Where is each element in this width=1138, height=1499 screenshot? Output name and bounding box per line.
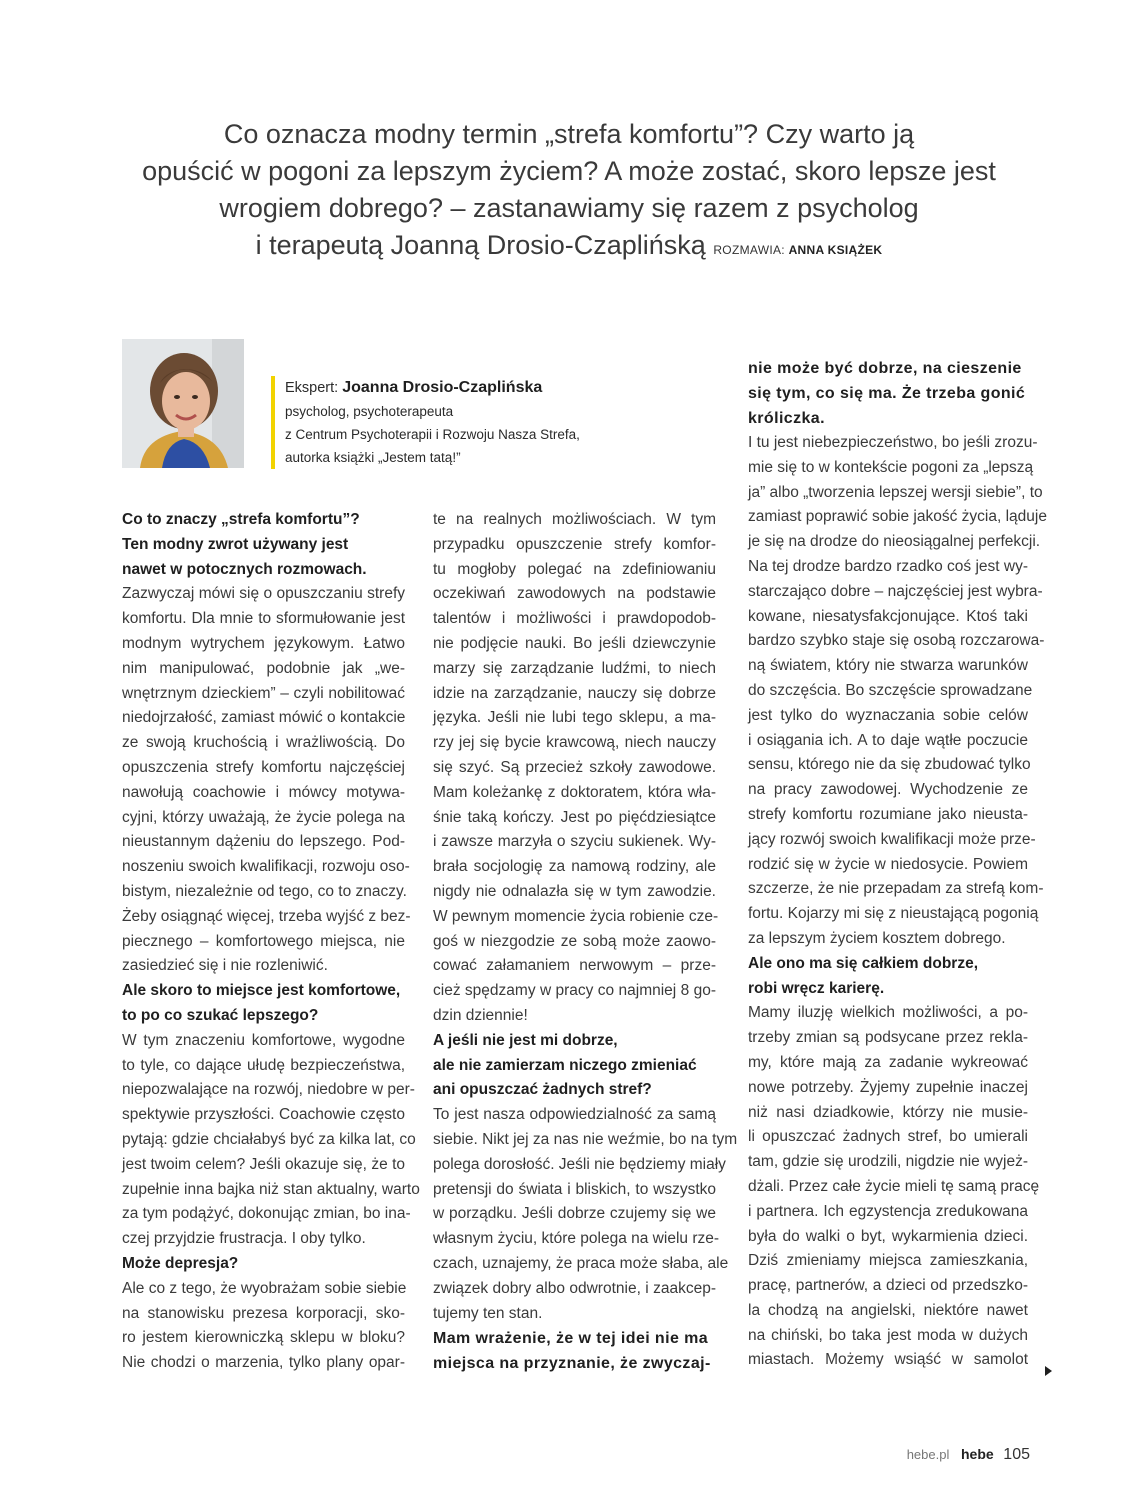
answer-line: do szczęścia. Bo szczęście sprowadzane <box>748 681 1033 699</box>
answer-line: Na tej drodze bardzo rzadko coś jest wy- <box>748 557 1028 575</box>
expert-label: Ekspert: <box>285 380 339 396</box>
question-line: ani opuszczać żadnych stref? <box>433 1081 652 1099</box>
answer-line: w porządku. Jeśli dobrze czujemy się we <box>433 1205 716 1223</box>
answer-line: pracę, partnerów, a dzieci od przedszko- <box>748 1277 1028 1295</box>
answer-line: i zawsze marzyła o szyciu sukienek. Wy- <box>433 833 716 851</box>
answer-line: niepozwalające na rozwój, niedobre w per- <box>122 1081 415 1099</box>
answer-line: niż nasi dziadkowie, którzy nie musie- <box>748 1103 1028 1121</box>
answer-line: To jest nasza odpowiedzialność za samą <box>433 1106 716 1124</box>
answer-line: to tyle, co dające ułudę bezpieczeństwa, <box>122 1056 405 1074</box>
answer-line: szczerze, że nie przepadam za strefą kom- <box>748 880 1044 898</box>
expert-portrait-image <box>122 339 244 468</box>
answer-line: Mamy iluzję wielkich możliwości, a po- <box>748 1004 1028 1022</box>
answer-line: strefy komfortu rozumiane jako nieusta- <box>748 805 1028 823</box>
lead-line: i terapeutą Joanną Drosio-Czaplińską <box>255 230 706 260</box>
answer-line: Nie chodzi o marzenia, tylko plany opar- <box>122 1354 405 1372</box>
answer-line: własnym życiu, które polega na wielu rze- <box>433 1230 720 1248</box>
answer-line: li opuszczać żadnych stref, bo umierali <box>748 1128 1028 1146</box>
answer-line: cież spędzamy w pracy co najmniej 8 go- <box>433 982 716 1000</box>
answer-line: komfortu. Dla mnie to sformułowanie jest <box>122 610 405 628</box>
question-line: Ten modny zwrot używany jest <box>122 535 349 553</box>
footer-site: hebe.pl <box>906 1447 950 1462</box>
answer-line: bardzo szybko staje się osobą rozczarowa- <box>748 632 1045 650</box>
answer-line: trzeby zmian są podsycane przez rekla- <box>748 1029 1028 1047</box>
answer-line: za lepszym życiem kosztem dobrego. <box>748 929 1006 947</box>
answer-line: cować załamaniem nerwowym – prze- <box>433 957 716 975</box>
answer-line: kowane, niesatysfakcjonujące. Ktoś taki <box>748 607 1028 625</box>
answer-line: dżali. Przez całe życie mieli tę samą pracę <box>748 1177 1040 1195</box>
answer-line: na pracy zawodowej. Wychodzenie ze <box>748 781 1028 799</box>
answer-line: noszeniu swoich kwalifikacji, rozwoju oso- <box>122 858 410 876</box>
answer-line: rodzić się w życie w niedosycie. Powiem <box>748 855 1028 873</box>
answer-line: te na realnych możliwościach. W tym <box>433 511 716 528</box>
answer-line: W tym znaczeniu komfortowe, wygodne <box>122 1031 405 1049</box>
answer-line: zamiast poprawić sobie jakość życia, ląduje <box>748 508 1047 526</box>
answer-line: była do walki o byt, wykarmienia dzieci. <box>748 1227 1028 1245</box>
expert-role: psycholog, psychoterapeuta <box>285 404 454 419</box>
question-line: króliczka. <box>748 410 825 427</box>
answer-line: Mam koleżankę z doktoratem, która wła- <box>433 783 716 801</box>
question-line: robi wręcz karierę. <box>748 979 885 997</box>
answer-line: nawołują coachowie i mówcy motywa- <box>122 783 405 801</box>
answer-line: na chiński, bo taka jest moda w dużych <box>748 1326 1028 1344</box>
question-line: Mam wrażenie, że w tej idei nie ma <box>433 1330 709 1348</box>
answer-line: języka. Jeśli nie lubi tego sklepu, a ma- <box>433 709 716 727</box>
answer-line: bistym, niezależnie od tego, co to znaczy. <box>122 882 407 900</box>
answer-line: piecznego – komfortowego miejsca, nie <box>122 932 405 950</box>
answer-line: siebie. Nikt jej za nas nie weźmie, bo na tym <box>433 1130 738 1148</box>
page-number: 105 <box>1003 1446 1030 1463</box>
article-lead <box>110 116 1028 269</box>
answer-line: rzy jej się bycie krawcową, niech nauczy <box>433 734 716 752</box>
answer-line: Zazwyczaj mówi się o opuszczaniu strefy <box>122 585 405 603</box>
article-column-3 <box>748 356 1047 1373</box>
answer-line: talentów i możliwości i prawdopodob- <box>433 610 716 628</box>
answer-line: jest twoim celem? Jeśli okazuje się, że to <box>122 1155 405 1173</box>
article-column-1 <box>122 508 420 1376</box>
answer-line: opuszczenia strefy komfortu najczęściej <box>122 758 405 776</box>
question-line: A jeśli nie jest mi dobrze, <box>433 1031 618 1049</box>
answer-line: zupełnie inna bajka niż stan aktualny, warto <box>122 1180 420 1198</box>
answer-line: zasiedzieć się i nie rozleniwić. <box>122 957 328 975</box>
answer-line: ja” albo „tworzenia lepszej wersji siebie”, to <box>748 483 1043 501</box>
page-footer <box>907 1446 1030 1464</box>
answer-line: I tu jest niebezpieczeństwo, bo jeśli zrozu- <box>748 434 1038 451</box>
question-line: Co to znaczy „strefa komfortu”? <box>122 511 360 528</box>
answer-line: nim manipulować, podobnie jak „we- <box>122 659 405 677</box>
answer-line: związek dobry albo odwrotnie, i zaakcep- <box>433 1279 716 1297</box>
expert-heading <box>285 376 580 400</box>
lead-line: wrogiem dobrego? – zastanawiamy się razem z psycholog <box>219 193 919 223</box>
answer-line: niedojrzałość, zamiast mówić o kontakcie <box>122 709 406 727</box>
answer-line: mie się to w kontekście pogoni za „lepszą <box>748 458 1034 476</box>
answer-line: przypadku opuszczenie strefy komfor- <box>433 535 716 553</box>
answer-line: za tym podążyć, dokonując zmian, bo ina- <box>122 1205 411 1223</box>
answer-line: tam, gdzie się urodzili, nigdzie nie wyjeż- <box>748 1153 1028 1171</box>
answer-line: pretensji do świata i bliskich, to wszystko <box>433 1180 716 1198</box>
answer-line: ro jestem kierowniczką sklepu w bloku? <box>122 1329 405 1347</box>
article-column-2 <box>433 508 738 1376</box>
answer-line: Dziś zmieniamy miejsca zamieszkania, <box>748 1252 1028 1270</box>
question-line: nawet w potocznych rozmowach. <box>122 560 367 578</box>
answer-line: polega dorosłość. Jeśli nie będziemy miały <box>433 1155 726 1173</box>
question-line: miejsca na przyznanie, że zwyczaj- <box>433 1355 711 1373</box>
question-line: Ale skoro to miejsce jest komfortowe, <box>122 982 401 1000</box>
answer-line: idzie na zarządzanie, nauczy się dobrze <box>433 684 716 702</box>
answer-line: miastach. Możemy wsiąść w samolot <box>748 1351 1028 1369</box>
answer-line: pytają: gdzie chciałabyś być za kilka lat, co <box>122 1130 416 1148</box>
answer-line: wnętrznym dzieckiem” – czyli nobilitować <box>122 684 405 702</box>
answer-line: nigdy nie odnalazła się w tym zawodzie. <box>433 882 716 900</box>
byline <box>713 243 882 257</box>
question-line: się tym, co się ma. Że trzeba gonić <box>748 385 1026 402</box>
answer-line: modnym wytrychem językowym. Łatwo <box>122 634 405 652</box>
question-line: ale nie zamierzam niczego zmieniać <box>433 1056 697 1074</box>
answer-line: i partnera. Ich egzystencja zredukowana <box>748 1202 1028 1220</box>
answer-line: fortu. Kojarzy mi się z nieustającą pogonią <box>748 905 1039 923</box>
expert-photo <box>122 339 244 468</box>
answer-line: marzy się zarządzanie ludźmi, to niech <box>433 659 716 677</box>
lead-line-with-byline <box>110 227 1028 269</box>
answer-line: starczająco dobre – najczęściej jest wybra- <box>748 582 1043 600</box>
answer-line: na stanowisku prezesa korporacji, sko- <box>122 1304 405 1322</box>
answer-line: brała socjologię za namową rodziny, ale <box>433 858 716 876</box>
answer-line: Ale co z tego, że wyobrażam sobie siebie <box>122 1279 407 1297</box>
answer-line: my, które mają za zadanie wykreować <box>748 1053 1028 1071</box>
answer-line: tu mogłoby polegać na zdefiniowaniu <box>433 560 716 578</box>
triangle-right-icon <box>1044 1364 1054 1378</box>
answer-line: je się na drodze do nieosiągalnej perfekcji. <box>748 533 1041 551</box>
answer-line: oczekiwań zawodowych na podstawie <box>433 585 716 603</box>
answer-line: nie podjęcie nauki. Bo jeśli dziewczynie <box>433 634 716 652</box>
expert-book: autorka książki „Jestem tatą!” <box>285 450 461 465</box>
answer-line: Żeby osiągnąć więcej, trzeba wyjść z bez- <box>122 907 411 925</box>
lead-line: opuścić w pogoni za lepszym życiem? A może zostać, skoro lepsze jest <box>142 156 996 186</box>
question-line: Ale ono ma się całkiem dobrze, <box>748 954 978 972</box>
answer-line: spektywie przyszłości. Coachowie często <box>122 1106 405 1124</box>
answer-line: jest tylko do wyznaczania sobie celów <box>748 706 1028 724</box>
answer-line: się szyć. Są przecież szkoły zawodowe. <box>433 758 716 776</box>
answer-line: tujemy ten stan. <box>433 1304 543 1322</box>
answer-line: śnie taką kończy. Jest po pięćdziesiątce <box>433 808 716 826</box>
question-line: to po co szukać lepszego? <box>122 1006 319 1024</box>
answer-line: dzin dziennie! <box>433 1006 528 1024</box>
question-line: Może depresja? <box>122 1254 239 1272</box>
answer-line: ną światem, który nie stwarza warunków <box>748 657 1028 675</box>
expert-affiliation: z Centrum Psychoterapii i Rozwoju Nasza Strefa, <box>285 427 580 442</box>
answer-line: nowe potrzeby. Żyjemy zupełnie inaczej <box>748 1078 1028 1096</box>
footer-brand-logo: hebe <box>960 1446 994 1462</box>
question-line: nie może być dobrze, na cieszenie <box>748 360 1022 377</box>
answer-line: W pewnym momencie życia robienie cze- <box>433 907 719 925</box>
answer-line: la chodzą na angielski, niektóre nawet <box>748 1301 1028 1319</box>
answer-line: sensu, którego nie da się zbudować tylko <box>748 756 1031 774</box>
answer-line: goś w niezgodzie ze sobą może zaowo- <box>433 932 716 950</box>
answer-line: i osiągania ich. A to daje wątłe poczucie <box>748 731 1028 749</box>
answer-line: czach, uznajemy, że praca może słaba, ale <box>433 1254 729 1272</box>
answer-line: jący rozwój swoich kwalifikacji może prze- <box>748 830 1036 848</box>
expert-name: Joanna Drosio-Czaplińska <box>342 379 543 396</box>
expert-box <box>271 376 580 469</box>
lead-line: Co oznacza modny termin „strefa komfortu”? Czy warto ją <box>223 119 915 149</box>
byline-author: ANNA KSIĄŻEK <box>788 243 883 257</box>
answer-line: ze swoją kruchością i wrażliwością. Do <box>122 734 405 752</box>
answer-line: cyjni, którzy uważają, że życie polega na <box>122 808 405 826</box>
answer-line: nieustannym dążeniu do lepszego. Pod- <box>122 833 405 851</box>
answer-line: czej przyjdzie frustracja. I oby tylko. <box>122 1230 366 1248</box>
byline-label: ROZMAWIA: <box>713 243 785 257</box>
